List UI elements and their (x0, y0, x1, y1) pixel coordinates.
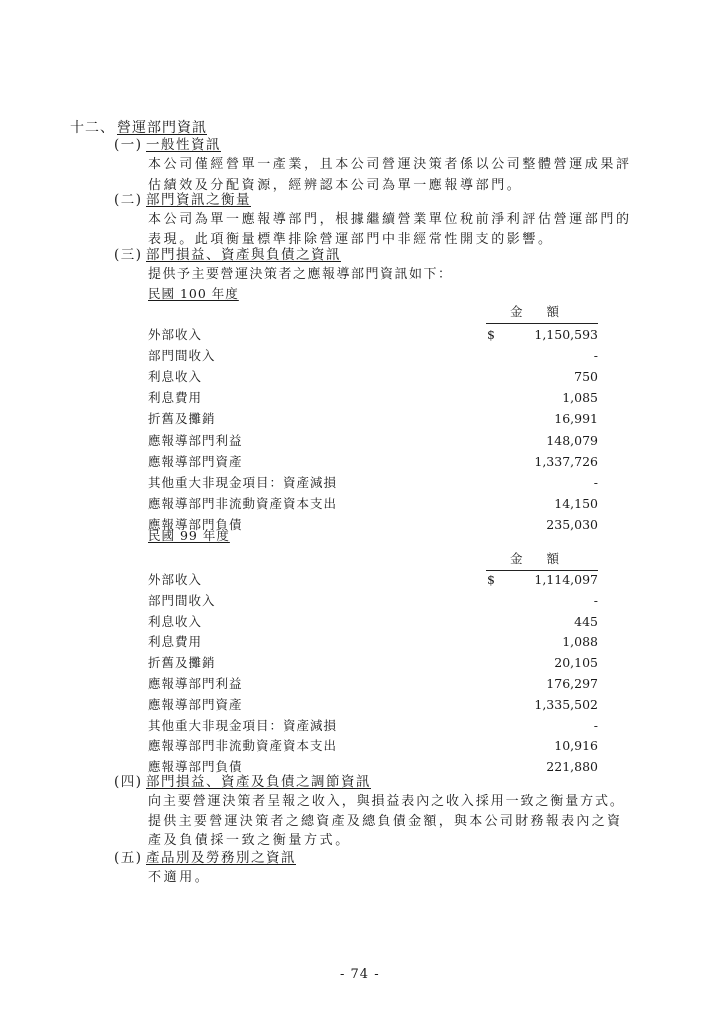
row-label: 折舊及攤銷 (148, 411, 216, 427)
row-value: 148,079 (546, 432, 598, 448)
year99-label: 民國 99 年度 (148, 528, 230, 543)
s1-title: 一般性資訊 (146, 137, 221, 153)
row-value: 1,337,726 (534, 453, 598, 469)
section-number: 十二、 (70, 120, 115, 136)
row-value: 1,085 (562, 390, 598, 406)
s5-title: 產品別及勞務別之資訊 (146, 850, 296, 866)
row-label: 利息收入 (148, 369, 203, 385)
row-value: - (593, 348, 598, 364)
row-value: 1,088 (562, 634, 598, 650)
row-value: 235,030 (546, 516, 598, 532)
s2-title: 部門資訊之衡量 (146, 192, 251, 208)
row-value: 10,916 (554, 738, 598, 754)
s5-text: 不適用。 (148, 870, 211, 885)
s4-line-2: 提供主要營運決策者之總資產及總負債金額，與本公司財務報表內之資 (148, 814, 623, 829)
row-value: 14,150 (554, 495, 598, 511)
row-value: - (593, 474, 598, 490)
row-label: 部門間收入 (148, 348, 216, 364)
row-label: 外部收入 (148, 327, 203, 342)
row-value: - (593, 592, 598, 608)
amount-header-100: 金額 (510, 304, 584, 319)
row-value: 20,105 (554, 655, 598, 671)
s4-title: 部門損益、資產及負債之調節資訊 (146, 774, 371, 790)
row-value: 176,297 (546, 676, 598, 691)
row-label: 應報導部門負債 (148, 516, 243, 532)
row-label: 其他重大非現金項目：資產減損 (148, 717, 338, 733)
s1-line-2: 估績效及分配資源，經辨認本公司為單一應報導部門。 (148, 178, 523, 193)
row-value: 750 (574, 369, 598, 385)
row-label: 利息費用 (148, 634, 203, 650)
row-label: 折舊及攤銷 (148, 655, 216, 671)
row-value: 1,114,097 (534, 572, 598, 587)
s4-number: (四) (114, 774, 143, 790)
row-label: 利息費用 (148, 390, 203, 406)
currency-symbol-100: $ (487, 327, 495, 342)
row-label: 部門間收入 (148, 592, 216, 608)
section-title: 營運部門資訊 (117, 120, 207, 136)
row-value: 1,335,502 (534, 696, 598, 712)
row-label: 應報導部門利益 (148, 432, 243, 448)
row-label: 利息收入 (148, 613, 203, 629)
s5-number: (五) (114, 850, 143, 866)
row-value: 221,880 (546, 759, 598, 775)
currency-symbol-99: $ (487, 572, 495, 587)
s1-number: (一) (114, 137, 143, 153)
amount-header-99-underline (486, 570, 598, 571)
s3-number: (三) (114, 247, 143, 263)
row-value: - (593, 717, 598, 733)
page-number: - 74 - (340, 967, 380, 982)
s1-line-1: 本公司僅經營單一產業，且本公司營運決策者係以公司整體營運成果評 (148, 157, 632, 172)
row-value: 1,150,593 (534, 327, 598, 342)
row-label: 應報導部門利益 (148, 676, 243, 691)
s2-line-1: 本公司為單一應報導部門，根據繼續營業單位稅前淨利評估營運部門的 (148, 212, 632, 227)
s3-intro: 提供予主要營運決策者之應報導部門資訊如下： (148, 267, 453, 282)
amount-header-100-underline (486, 323, 598, 324)
s4-line-3: 產及負債採一致之衡量方式。 (148, 833, 351, 848)
s4-line-1: 向主要營運決策者呈報之收入，與損益表內之收入採用一致之衡量方式。 (148, 794, 625, 809)
s3-title: 部門損益、資產與負債之資訊 (146, 247, 341, 263)
row-value: 16,991 (554, 411, 598, 427)
row-label: 應報導部門非流動資產資本支出 (148, 495, 338, 511)
row-label: 其他重大非現金項目：資產減損 (148, 474, 338, 490)
row-value: 445 (574, 613, 598, 629)
year100-label: 民國 100 年度 (148, 286, 239, 301)
s2-number: (二) (114, 192, 143, 208)
row-label: 應報導部門負債 (148, 759, 243, 775)
row-label: 應報導部門資產 (148, 453, 243, 469)
row-label: 應報導部門非流動資產資本支出 (148, 738, 338, 754)
row-label: 應報導部門資產 (148, 696, 243, 712)
s2-line-2: 表現。此項衡量標準排除營運部門中非經常性開支的影響。 (148, 232, 554, 247)
amount-header-99: 金額 (510, 551, 584, 566)
row-label: 外部收入 (148, 572, 203, 587)
